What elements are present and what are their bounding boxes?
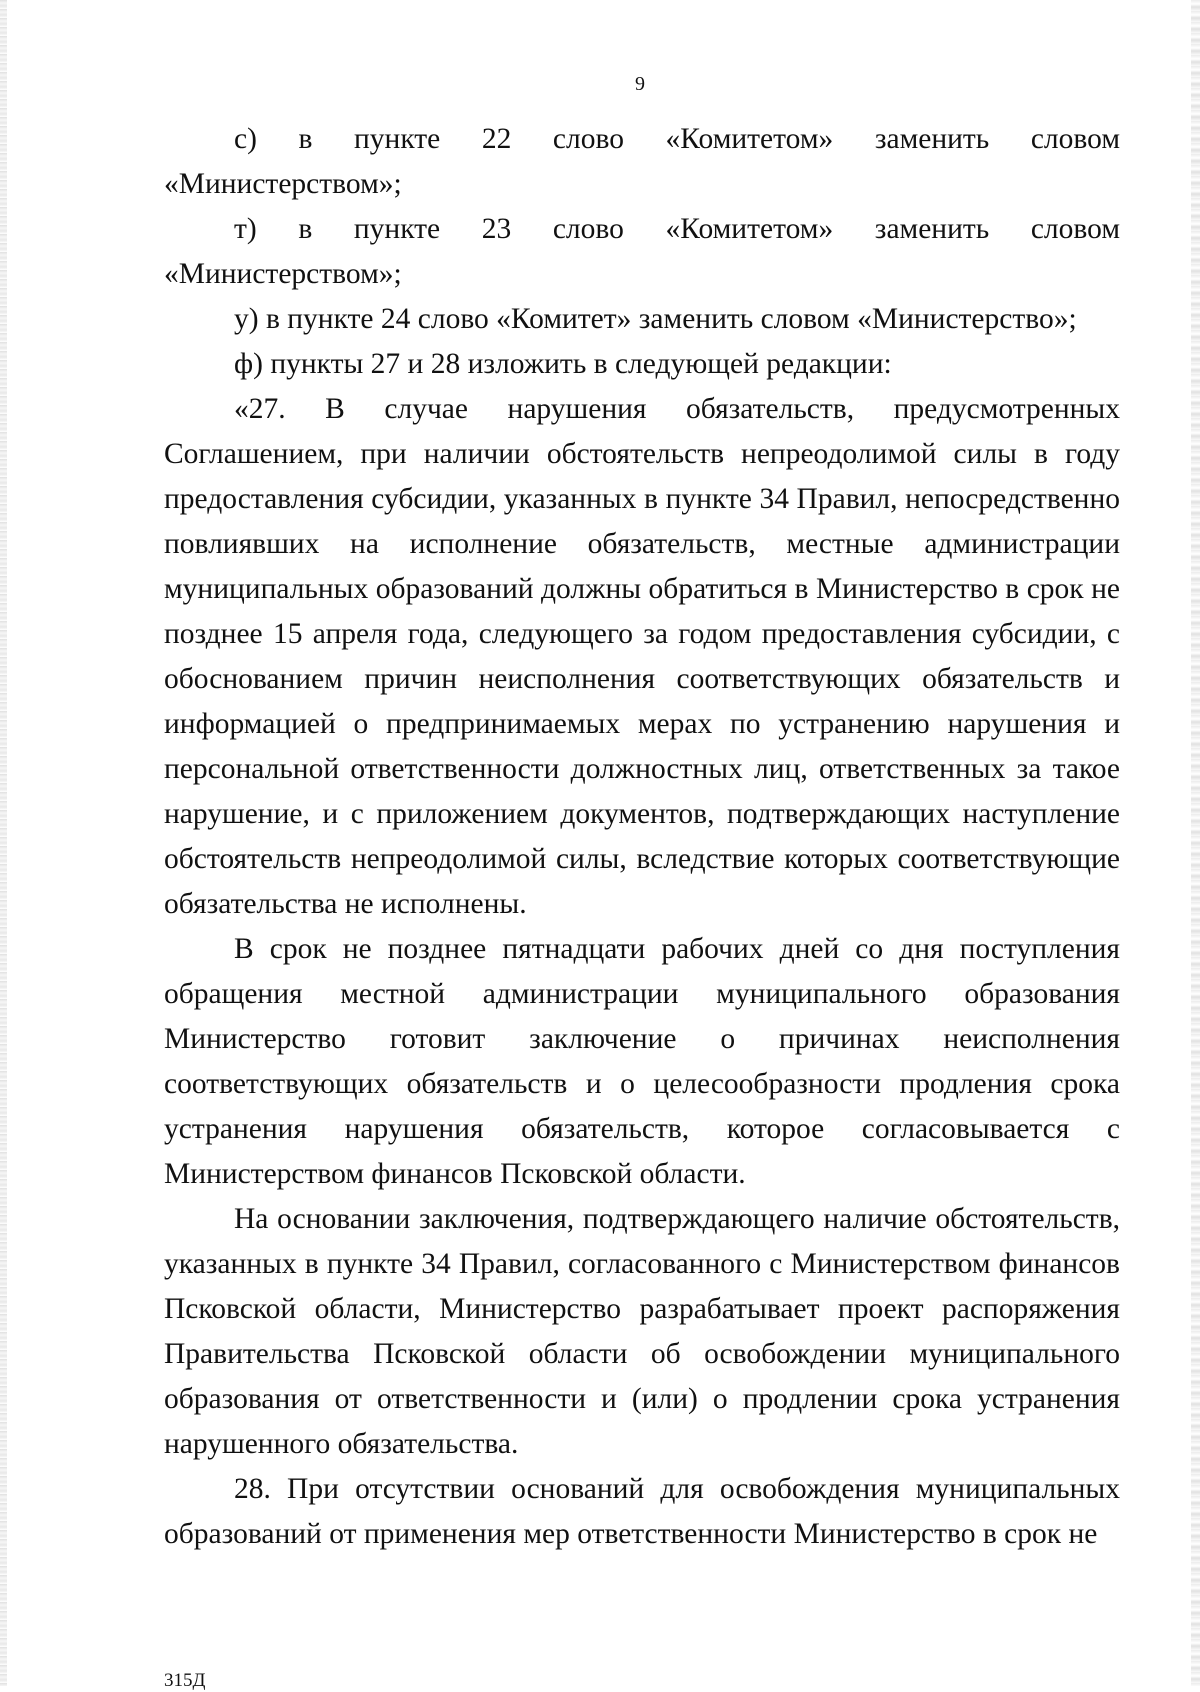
page-number: 9 bbox=[635, 73, 645, 95]
paragraph-item-u: у) в пункте 24 слово «Комитет» заменить словом «Министерство»; bbox=[234, 303, 1077, 335]
paragraph-item-f: ф) пункты 27 и 28 изложить в следующей редакции: bbox=[234, 348, 892, 380]
scan-edge-right bbox=[1191, 0, 1200, 1686]
scan-edge-left bbox=[0, 0, 7, 1686]
paragraph-item-t: т) в пункте 23 слово «Комитетом» заменить словом «Министерством»; bbox=[164, 213, 1120, 290]
paragraph-point-27: «27. В случае нарушения обязательств, предусмотренных Соглашением, при наличии обстоятельств непреодолимой силы в году предоставления субсидии, указанных в пункте 34 Правил, непосредственно повлиявших на исполнение обязательств, местные администрации муниципальных образований должны обратиться в Министерство в срок не позднее 15 апреля года, следующего за годом предоставления субсидии, с обоснованием причин неисполнения соответствующих обязательств и информацией о предпринимаемых мерах по устранению нарушения и персональной ответственности должностных лиц, ответственных за такое нарушение, и с приложением документов, подтверждающих наступление обстоятельств непреодолимой силы, вследствие которых соответствующие обязательства не исполнены. bbox=[164, 393, 1120, 920]
paragraph-order-draft: На основании заключения, подтверждающего наличие обстоятельств, указанных в пункте 34 Правил, согласованного с Министерством финансов Псковской области, Министерство разрабатывает проект распоряжения Правительства Псковской области об освобождении муниципального образования от ответственности и (или) о продлении срока устранения нарушенного обязательства. bbox=[164, 1203, 1120, 1460]
paragraph-conclusion-deadline: В срок не позднее пятнадцати рабочих дней со дня поступления обращения местной администрации муниципального образования Министерство готовит заключение о причинах неисполнения соответствующих обязательств и о целесообразности продления срока устранения нарушения обязательств, которое согласовывается с Министерством финансов Псковской области. bbox=[164, 933, 1120, 1190]
paragraph-point-28: 28. При отсутствии оснований для освобождения муниципальных образований от применения мер ответственности Министерство в срок не bbox=[164, 1473, 1120, 1550]
document-body bbox=[164, 117, 1120, 1557]
paragraph-item-s: с) в пункте 22 слово «Комитетом» заменить словом «Министерством»; bbox=[164, 123, 1120, 200]
document-code: 315Д bbox=[164, 1670, 206, 1691]
